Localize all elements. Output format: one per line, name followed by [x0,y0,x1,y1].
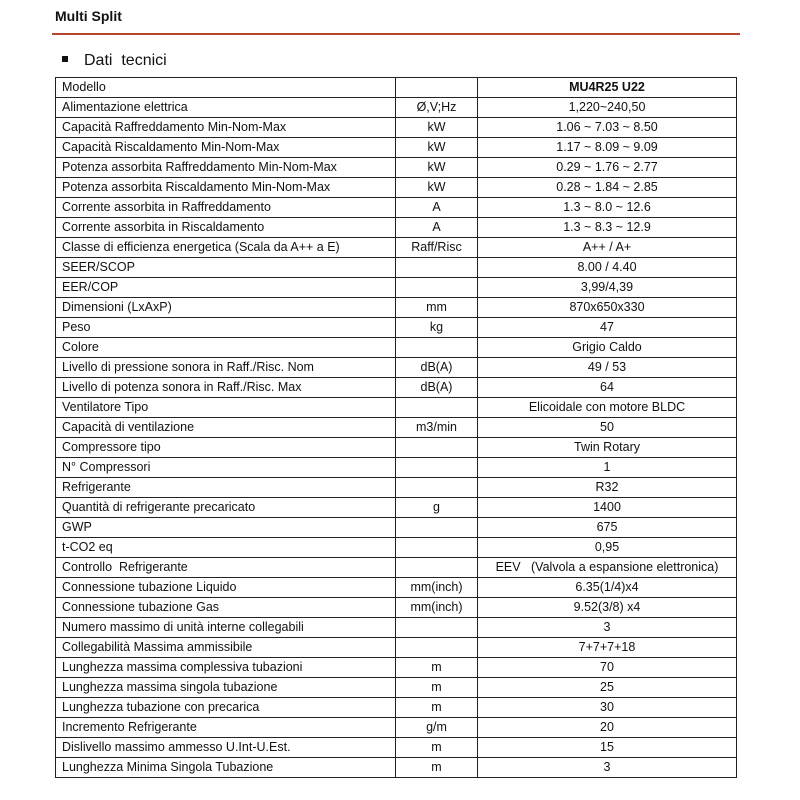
table-row [56,218,737,238]
section-heading [62,52,167,70]
spec-value-cell: 3 [478,758,737,778]
table-row [56,418,737,438]
spec-label-cell: N° Compressori [56,458,396,478]
table-row [56,378,737,398]
spec-value-cell: 49 / 53 [478,358,737,378]
spec-value-cell: 1.3 ~ 8.3 ~ 12.9 [478,218,737,238]
table-row [56,638,737,658]
table-row [56,98,737,118]
spec-value-cell: Grigio Caldo [478,338,737,358]
spec-label-cell: Incremento Refrigerante [56,718,396,738]
table-row [56,718,737,738]
spec-value-cell: R32 [478,478,737,498]
spec-unit-cell: kW [396,138,478,158]
spec-value-cell: 675 [478,518,737,538]
spec-label-cell: Dislivello massimo ammesso U.Int-U.Est. [56,738,396,758]
table-row [56,398,737,418]
table-row [56,158,737,178]
spec-label-cell: Refrigerante [56,478,396,498]
spec-value-cell: 870x650x330 [478,298,737,318]
spec-unit-cell [396,438,478,458]
table-row [56,758,737,778]
spec-unit-cell: Raff/Risc [396,238,478,258]
spec-value-cell: 0.29 ~ 1.76 ~ 2.77 [478,158,737,178]
spec-unit-cell: kW [396,118,478,138]
spec-value-cell: 1400 [478,498,737,518]
spec-value-cell: 3,99/4,39 [478,278,737,298]
spec-value-cell: 1,220~240,50 [478,98,737,118]
spec-unit-cell [396,518,478,538]
spec-label-cell: Peso [56,318,396,338]
spec-value-cell: 1 [478,458,737,478]
spec-unit-cell: m [396,678,478,698]
spec-unit-cell: g/m [396,718,478,738]
spec-label-cell: Connessione tubazione Gas [56,598,396,618]
spec-value-cell: 50 [478,418,737,438]
spec-label-cell: Colore [56,338,396,358]
spec-value-cell: EEV (Valvola a espansione elettronica) [478,558,737,578]
square-bullet-icon [62,56,68,62]
spec-label-cell: Dimensioni (LxAxP) [56,298,396,318]
table-row [56,78,737,98]
spec-label-cell: Alimentazione elettrica [56,98,396,118]
spec-value-cell: 1.3 ~ 8.0 ~ 12.6 [478,198,737,218]
spec-label-cell: Connessione tubazione Liquido [56,578,396,598]
spec-label-cell: Corrente assorbita in Riscaldamento [56,218,396,238]
table-row [56,698,737,718]
spec-label-cell: Collegabilità Massima ammissibile [56,638,396,658]
spec-unit-cell: dB(A) [396,358,478,378]
table-row [56,298,737,318]
page-header-title: Multi Split [55,8,122,24]
spec-unit-cell: m [396,738,478,758]
technical-data-body [56,78,737,778]
table-row [56,538,737,558]
spec-unit-cell: g [396,498,478,518]
spec-value-cell: 47 [478,318,737,338]
spec-unit-cell [396,398,478,418]
table-row [56,198,737,218]
spec-label-cell: Classe di efficienza energetica (Scala da A++ a E) [56,238,396,258]
spec-value-cell: A++ / A+ [478,238,737,258]
spec-label-cell: Potenza assorbita Riscaldamento Min-Nom-Max [56,178,396,198]
spec-label-cell: SEER/SCOP [56,258,396,278]
table-row [56,498,737,518]
table-row [56,578,737,598]
spec-label-cell: Lunghezza massima complessiva tubazioni [56,658,396,678]
spec-label-cell: Corrente assorbita in Raffreddamento [56,198,396,218]
spec-unit-cell [396,558,478,578]
table-row [56,618,737,638]
table-row [56,318,737,338]
table-row [56,518,737,538]
spec-unit-cell [396,338,478,358]
spec-label-cell: Controllo Refrigerante [56,558,396,578]
spec-label-cell: EER/COP [56,278,396,298]
spec-value-cell: Elicoidale con motore BLDC [478,398,737,418]
spec-unit-cell: kW [396,178,478,198]
section-title: Dati tecnici [84,52,167,69]
spec-unit-cell [396,618,478,638]
spec-label-cell: Potenza assorbita Raffreddamento Min-Nom-Max [56,158,396,178]
spec-value-cell: 15 [478,738,737,758]
spec-label-cell: Compressore tipo [56,438,396,458]
technical-data-table [55,77,737,778]
spec-unit-cell: mm(inch) [396,578,478,598]
spec-label-cell: Lunghezza tubazione con precarica [56,698,396,718]
spec-value-cell: 1.17 ~ 8.09 ~ 9.09 [478,138,737,158]
spec-unit-cell [396,258,478,278]
spec-unit-cell: kW [396,158,478,178]
spec-label-cell: Capacità Raffreddamento Min-Nom-Max [56,118,396,138]
spec-unit-cell: A [396,218,478,238]
spec-value-cell: 6.35(1/4)x4 [478,578,737,598]
spec-value-cell: 30 [478,698,737,718]
spec-value-cell: 25 [478,678,737,698]
spec-unit-cell [396,638,478,658]
spec-unit-cell: A [396,198,478,218]
spec-unit-cell: mm [396,298,478,318]
spec-unit-cell: dB(A) [396,378,478,398]
spec-value-cell: 64 [478,378,737,398]
spec-value-cell: 0.28 ~ 1.84 ~ 2.85 [478,178,737,198]
spec-value-cell: MU4R25 U22 [478,78,737,98]
spec-value-cell: 9.52(3/8) x4 [478,598,737,618]
spec-label-cell: Lunghezza massima singola tubazione [56,678,396,698]
spec-value-cell: 20 [478,718,737,738]
spec-unit-cell [396,538,478,558]
table-row [56,118,737,138]
table-row [56,658,737,678]
table-row [56,558,737,578]
spec-label-cell: t-CO2 eq [56,538,396,558]
table-row [56,458,737,478]
spec-unit-cell: m [396,658,478,678]
table-row [56,438,737,458]
spec-unit-cell [396,478,478,498]
spec-value-cell: 3 [478,618,737,638]
spec-value-cell: 8.00 / 4.40 [478,258,737,278]
spec-label-cell: GWP [56,518,396,538]
table-row [56,598,737,618]
spec-label-cell: Modello [56,78,396,98]
table-row [56,358,737,378]
spec-label-cell: Capacità Riscaldamento Min-Nom-Max [56,138,396,158]
spec-label-cell: Livello di pressione sonora in Raff./Risc. Nom [56,358,396,378]
spec-unit-cell [396,278,478,298]
spec-unit-cell [396,458,478,478]
spec-unit-cell: Ø,V;Hz [396,98,478,118]
spec-label-cell: Quantità di refrigerante precaricato [56,498,396,518]
spec-unit-cell: m [396,698,478,718]
spec-unit-cell: m3/min [396,418,478,438]
table-row [56,178,737,198]
spec-unit-cell: m [396,758,478,778]
spec-value-cell: 70 [478,658,737,678]
spec-value-cell: 1.06 ~ 7.03 ~ 8.50 [478,118,737,138]
spec-unit-cell: kg [396,318,478,338]
spec-label-cell: Livello di potenza sonora in Raff./Risc. Max [56,378,396,398]
header-divider [52,33,740,35]
table-row [56,138,737,158]
spec-value-cell: 0,95 [478,538,737,558]
spec-value-cell: Twin Rotary [478,438,737,458]
table-row [56,478,737,498]
spec-label-cell: Numero massimo di unità interne collegabili [56,618,396,638]
table-row [56,338,737,358]
table-row [56,678,737,698]
spec-label-cell: Ventilatore Tipo [56,398,396,418]
table-row [56,258,737,278]
spec-unit-cell [396,78,478,98]
spec-label-cell: Lunghezza Minima Singola Tubazione [56,758,396,778]
table-row [56,278,737,298]
table-row [56,738,737,758]
spec-unit-cell: mm(inch) [396,598,478,618]
spec-label-cell: Capacità di ventilazione [56,418,396,438]
spec-value-cell: 7+7+7+18 [478,638,737,658]
table-row [56,238,737,258]
